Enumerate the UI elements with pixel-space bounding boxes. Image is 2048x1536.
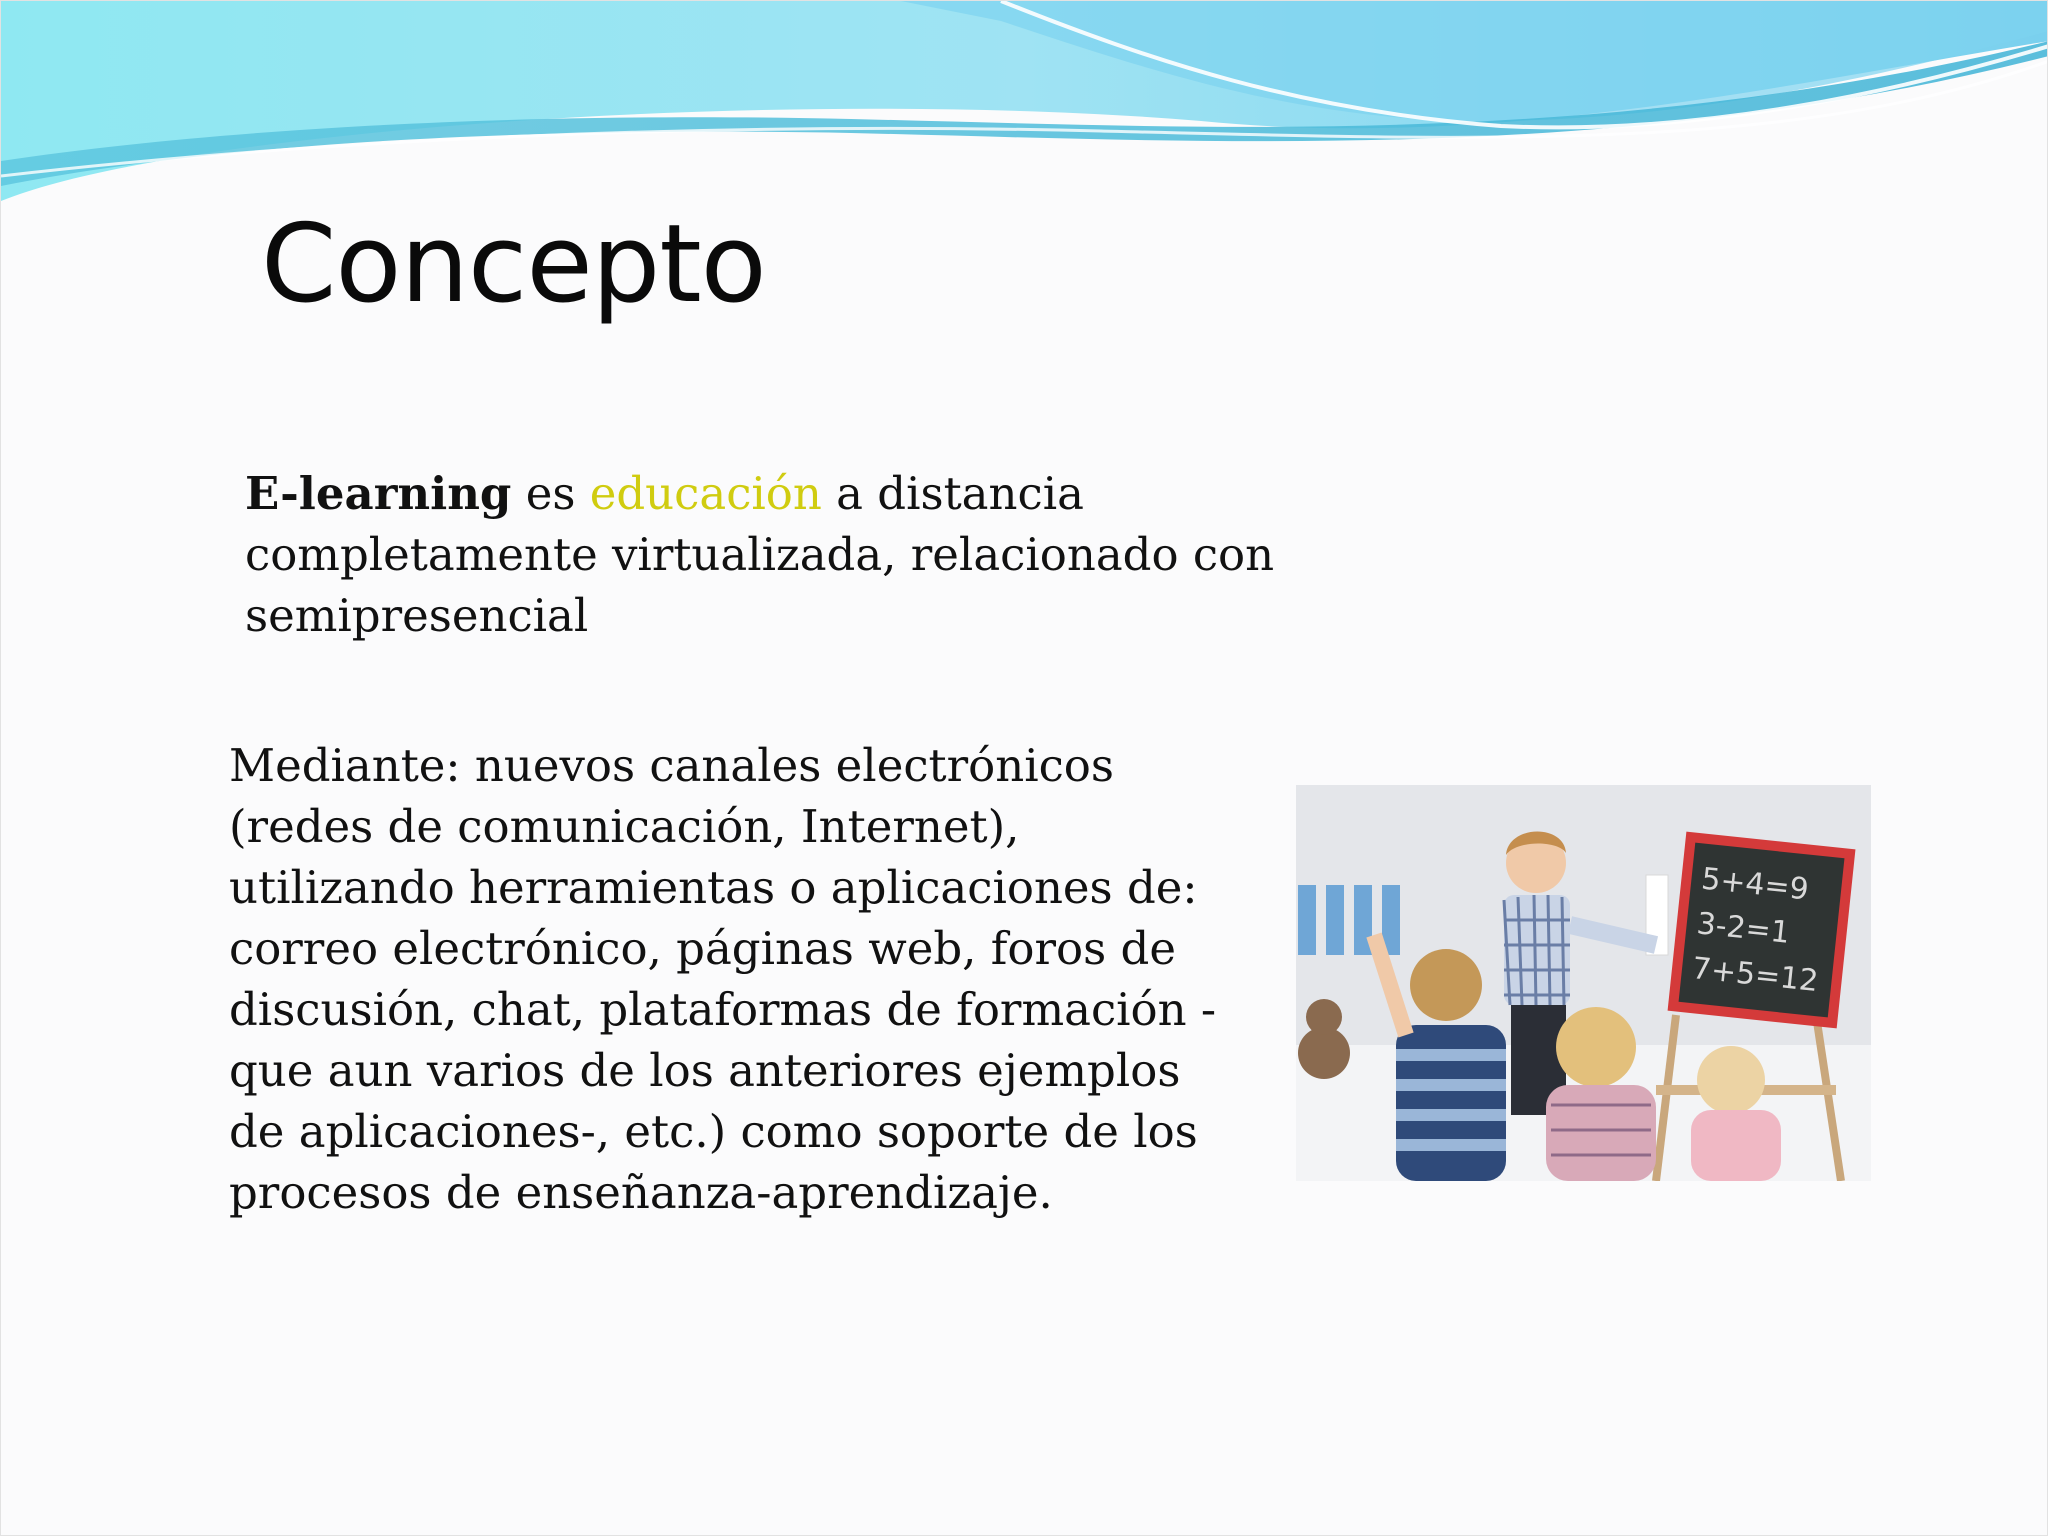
classroom-photo [1296,785,1871,1181]
definition-text-b: a distancia completamente virtualizada, relacionado con semipresencial [245,467,1275,642]
highlighted-word: educación [589,467,822,520]
chalk-line-1: 5+4=9 [1699,861,1811,908]
term-e-learning: E-learning [245,467,512,520]
chalk-line-2: 3-2=1 [1694,906,1792,951]
slide-title: Concepto [261,202,766,327]
definition-paragraph [245,463,1285,646]
description-paragraph: Mediante: nuevos canales electrónicos (redes de comunicación, Internet), utilizando herramientas o aplicaciones de: correo electrónico, páginas web, foros de discusión, chat, plataformas de formación -que aun varios de los anteriores ejemplos de aplicaciones-, etc.) como soporte de los procesos de enseñanza-aprendizaje. [229,739,1217,1219]
chalk-line-3: 7+5=12 [1690,951,1820,1000]
definition-text-a: es [511,467,590,520]
classroom-children-photo-icon [1296,785,1871,1181]
